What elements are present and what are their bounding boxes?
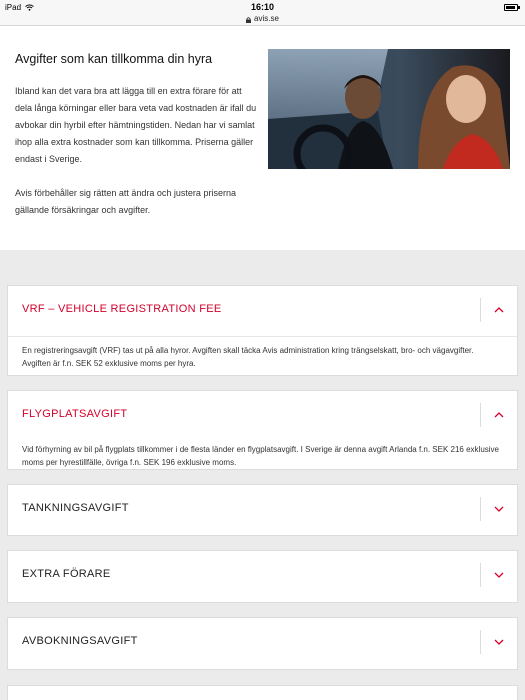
accordion-body: Vid förhyrning av bil på flygplats tillkommer i de flesta länder en flygplatsavgift. I Sverige är denna avgift Arlanda f.n. SEK 216 exklusive moms per hyrestillfälle, övriga f.n. SEK 196 exklusive moms. [22, 445, 499, 467]
intro-paragraph-1: Ibland kan det vara bra att lägga till en extra förare för att dela långa körningar eller bara veta vad kostnaden är ifall du avbokar din hyrbil efter hämtningstiden. Nedan har vi samlat ihop alla extra kostnader som kan tillkomma. Priserna gäller endast i Sverige. [15, 86, 257, 164]
chevron-up-icon[interactable] [493, 305, 505, 315]
divider [480, 563, 481, 587]
accordion-item-vrf [7, 285, 518, 376]
chevron-down-icon[interactable] [493, 504, 505, 514]
accordion-header-tankningsavgift[interactable] [8, 485, 517, 535]
accordion-title: FLYGPLATSAVGIFT [22, 408, 128, 420]
intro-section [0, 27, 525, 250]
accordion-title: EXTRA FÖRARE [22, 568, 111, 580]
accordion-item-tankningsavgift [7, 484, 518, 536]
accordion-header-vrf[interactable] [8, 286, 517, 336]
divider [480, 298, 481, 322]
intro-text [15, 83, 260, 236]
accordion-item-flygplatsavgift [7, 390, 518, 470]
lock-icon [246, 16, 251, 22]
accordion-title: TANKNINGSAVGIFT [22, 502, 129, 514]
accordion-title: AVBOKNINGSAVGIFT [22, 635, 138, 647]
chevron-up-icon[interactable] [493, 410, 505, 420]
panel-separator [8, 336, 517, 337]
device-label: iPad [5, 3, 22, 12]
accordion-header-flygplatsavgift[interactable] [8, 391, 517, 441]
car-interior-image [268, 49, 510, 169]
accordion-item-avbokningsavgift [7, 617, 518, 670]
hero-photo [268, 49, 510, 169]
intro-paragraph-2: Avis förbehåller sig rätten att ändra och justera priserna gällande försäkringar och avgifter. [15, 188, 236, 215]
accordion-title: VRF – VEHICLE REGISTRATION FEE [22, 303, 222, 315]
page-title: Avgifter som kan tillkomma din hyra [15, 52, 213, 66]
fees-accordion [0, 250, 525, 700]
url-text: avis.se [254, 14, 279, 23]
battery-icon [504, 4, 518, 11]
divider [480, 403, 481, 427]
clock: 16:10 [250, 2, 275, 12]
status-bar [0, 0, 525, 26]
accordion-item-extra-forare [7, 550, 518, 603]
accordion-header-avbokningsavgift[interactable] [8, 618, 517, 668]
divider [480, 497, 481, 521]
address-bar[interactable] [0, 14, 525, 23]
chevron-down-icon[interactable] [493, 637, 505, 647]
accordion-item-partial [7, 685, 518, 700]
chevron-down-icon[interactable] [493, 570, 505, 580]
divider [480, 630, 481, 654]
accordion-body: En registreringsavgift (VRF) tas ut på alla hyror. Avgiften skall täcka Avis administration kring trängselskatt, bro- och vägavgifter. Avgiften är f.n. SEK 52 exklusive moms per hyra. [22, 346, 474, 368]
accordion-header-extra-forare[interactable] [8, 551, 517, 601]
